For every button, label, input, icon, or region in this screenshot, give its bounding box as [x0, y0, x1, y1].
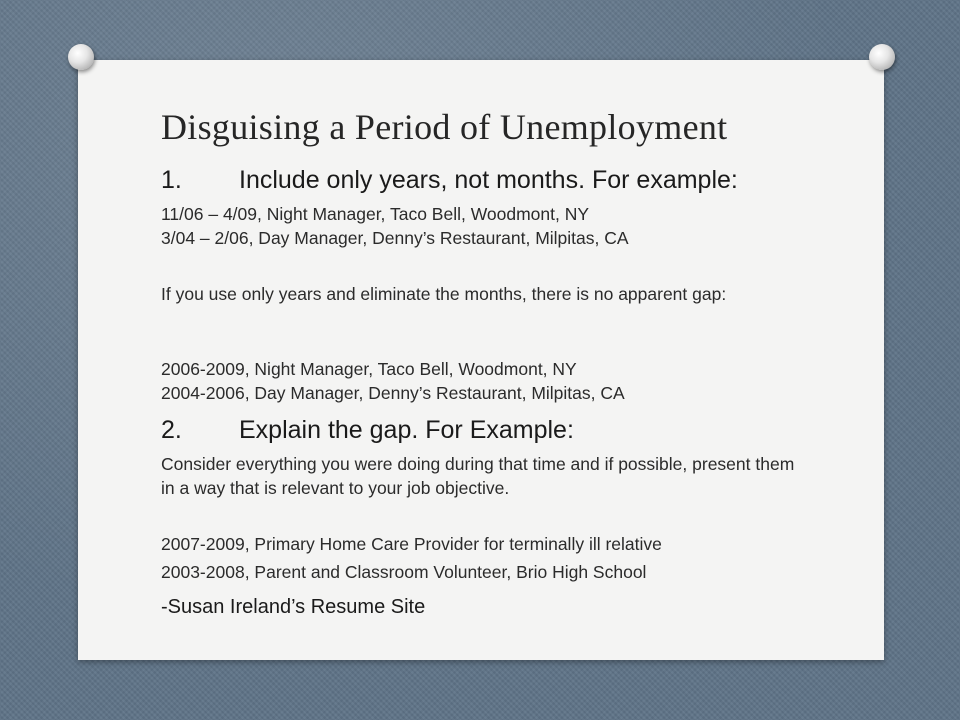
- point-2-text: Explain the gap. For Example:: [239, 416, 574, 444]
- advice-text: Consider everything you were doing during that time and if possible, present them in a way that is relevant to your job objective.: [161, 454, 795, 498]
- pushpin-icon: [68, 44, 94, 70]
- example-years-list: [161, 357, 811, 405]
- slide-title: Disguising a Period of Unemployment: [161, 107, 728, 147]
- example-gap-list: [161, 530, 811, 586]
- list-item: 2004-2006, Day Manager, Denny’s Restaurant, Milpitas, CA: [161, 383, 625, 403]
- explanation-text: If you use only years and eliminate the months, there is no apparent gap:: [161, 284, 727, 304]
- point-1-text: Include only years, not months. For example:: [239, 166, 738, 194]
- pushpin-icon: [869, 44, 895, 70]
- list-item: 2007-2009, Primary Home Care Provider for terminally ill relative: [161, 534, 662, 554]
- source-attribution: -Susan Ireland’s Resume Site: [161, 596, 426, 618]
- list-item: 2003-2008, Parent and Classroom Volunteer, Brio High School: [161, 562, 647, 582]
- list-item: 3/04 – 2/06, Day Manager, Denny’s Restaurant, Milpitas, CA: [161, 228, 629, 248]
- point-1-number: 1.: [161, 166, 182, 194]
- list-item: 11/06 – 4/09, Night Manager, Taco Bell, Woodmont, NY: [161, 204, 590, 224]
- example-months-list: [161, 202, 811, 250]
- point-2-number: 2.: [161, 416, 182, 444]
- point-2-heading: [161, 416, 574, 445]
- point-1-heading: [161, 166, 738, 195]
- list-item: 2006-2009, Night Manager, Taco Bell, Woodmont, NY: [161, 359, 577, 379]
